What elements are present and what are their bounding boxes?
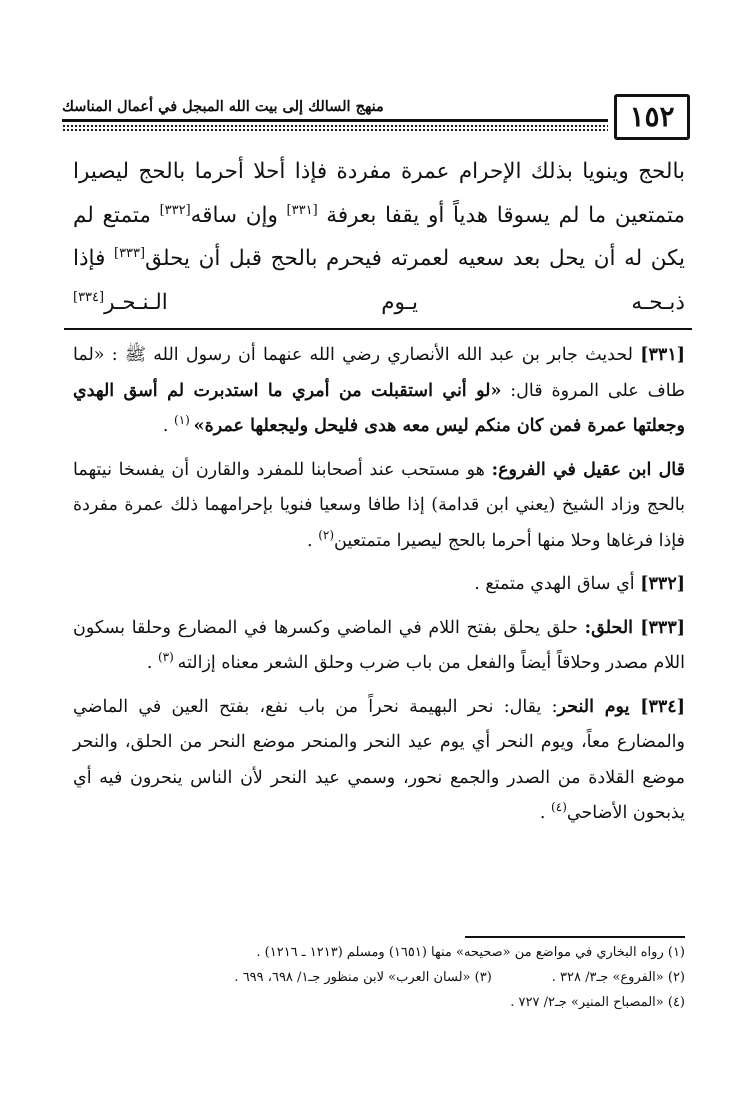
footnote-ref-3: (٣): [157, 650, 178, 665]
running-title: منهج السالك إلى بيت الله المبجل في أعمال المناسك: [62, 98, 384, 115]
note-332: [73, 567, 685, 603]
note-331-quote: «لو أني استقبلت من أمري ما استدبرت لم أسق الهدي وجعلتها عمرة فمن كان منكم ليس معه هدى فليحل وليجعلها عمرة»: [73, 380, 685, 436]
page-header: [62, 92, 690, 144]
footnote-ref-2: (٢): [318, 527, 335, 542]
note-333-text: حلق يحلق بفتح اللام في الماضي وكسرها في المضارع وحلقا بسكون اللام مصدر وحلاقاً أيضاً والفعل من باب ضرب وحلق الشعر معناه إزالته: [73, 617, 685, 673]
note-333-end: .: [146, 653, 158, 673]
footnote-1: (١) رواه البخاري في مواضع من «صحيحه» منها (١٦٥١) ومسلم (١٢١٣ ـ ١٢١٦) .: [256, 945, 685, 960]
footnote-separator: [465, 936, 685, 938]
ref-334: [٣٣٤]: [73, 289, 105, 305]
footnote-3: (٣) «لسان العرب» لابن منظور جـ١/ ٦٩٨، ٦٩٩ .: [234, 970, 492, 985]
main-line-2: [73, 194, 685, 238]
note-331-number: [٣٣١]: [640, 345, 685, 365]
footnote-row-2: [73, 965, 685, 990]
note-334: [73, 690, 685, 832]
main-text: [73, 150, 685, 324]
ref-331: [٣٣١]: [286, 202, 318, 218]
note-331-furu: [73, 453, 685, 560]
note-331-furu-end: .: [307, 530, 319, 551]
commentary-notes: [73, 338, 685, 840]
main-line-3-a: يكن له أن يحل بعد سعيه لعمرته فيحرم بالحج قبل أن يحلق: [145, 246, 685, 271]
main-line-4: [73, 281, 685, 325]
note-333: [73, 611, 685, 682]
footnote-ref-4: (٤): [551, 800, 567, 815]
footnote-4: (٤) «المصباح المنير» جـ٢/ ٧٢٧ .: [510, 995, 685, 1010]
ref-333: [٣٣٣]: [113, 245, 146, 261]
footnote-ref-1: (١): [174, 413, 194, 428]
note-334-number: [٣٣٤]: [640, 696, 685, 717]
footnotes: [73, 940, 685, 1015]
note-333-head: الحلق:: [584, 617, 641, 638]
page-number: ١٥٢: [614, 94, 690, 140]
note-331-text: لحديث جابر بن عبد الله الأنصاري رضي الله عنهما أن رسول الله ﷺ : «لما طاف على المروة قال:: [73, 345, 685, 401]
main-line-1: بالحج وينويا بذلك الإحرام عمرة مفردة فإذا أحلا أحرما بالحج ليصيرا: [73, 159, 685, 184]
main-line-4-text: ذبـحـه يـوم الـنـحـر: [104, 289, 685, 315]
header-dotted-band: [62, 124, 608, 132]
note-334-end: .: [539, 803, 552, 823]
note-333-number: [٣٣٣]: [640, 617, 685, 638]
notes-separator: [64, 328, 692, 330]
footnote-2: (٢) «الفروع» جـ٣/ ٣٢٨ .: [551, 970, 685, 985]
note-331-end: .: [162, 416, 175, 436]
footnote-row-1: [73, 940, 685, 965]
footnote-row-3: [73, 990, 685, 1015]
main-line-2-a: متمتعين ما لم يسوقا هدياً أو يقفا بعرفة: [317, 202, 685, 228]
ref-332: [٣٣٢]: [159, 202, 191, 218]
main-line-3-b: فإذا: [73, 246, 114, 271]
note-332-number: [٣٣٢]: [640, 574, 685, 594]
note-331-furu-text: هو مستحب عند أصحابنا للمفرد والقارن أن يفسخا نيتهما بالحج وزاد الشيخ (يعني ابن قدامة) إذا طافا وسعيا فنويا بإحرامهما ذلك عمرة مفردة فإذا فرغاها وحلا منها أحرما بالحج ليصيرا متمتعين: [73, 459, 685, 551]
note-331: [73, 338, 685, 445]
note-332-text: أي ساق الهدي متمتع .: [474, 574, 641, 594]
main-line-3: [73, 237, 685, 281]
note-334-head: يوم النحر: [557, 696, 641, 717]
note-331-furu-head: قال ابن عقيل في الفروع:: [491, 459, 686, 480]
main-line-2-b: وإن ساقه: [190, 202, 287, 228]
header-rule: [62, 119, 608, 122]
main-line-2-c: متمتع لم: [73, 202, 160, 228]
note-334-text: : يقال: نحر البهيمة نحراً من باب نفع، بفتح العين في الماضي والمضارع معاً، ويوم النحر أي يوم عيد النحر والمنحر موضع النحر من الحلق، والنحر موضع القلادة من الصدر والجمع نحور، وسمي عيد النحر لأن الناس ينحرون فيه أي يذبحون الأضاحي: [73, 696, 685, 823]
